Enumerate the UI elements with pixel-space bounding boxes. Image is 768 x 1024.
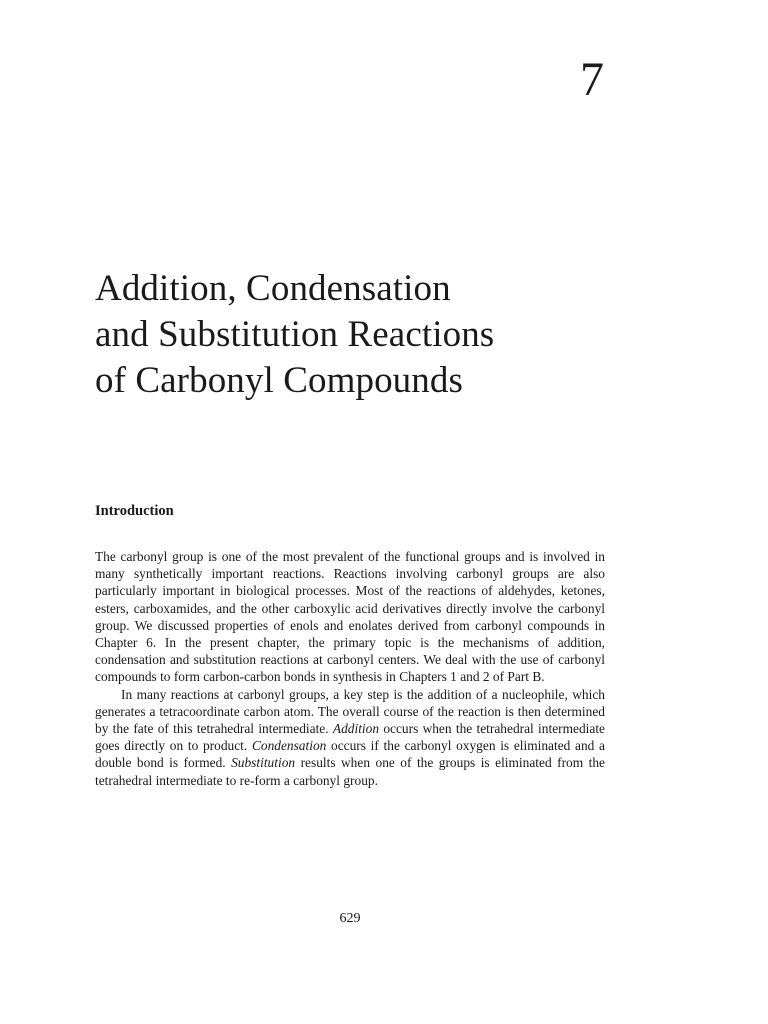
term-substitution: Substitution <box>231 755 296 771</box>
paragraph-2-sentence-4: results when one of the groups is eliminated from the tetrahedral intermediate to re-form a carbonyl group. <box>95 755 605 788</box>
chapter-title-line-3: of Carbonyl Compounds <box>95 360 463 401</box>
section-heading-introduction: Introduction <box>95 503 174 519</box>
chapter-number: 7 <box>580 53 604 106</box>
page-number: 629 <box>339 911 361 926</box>
paragraph-2 <box>95 686 605 789</box>
term-addition: Addition <box>332 721 380 737</box>
body-text <box>95 548 605 789</box>
paragraph-1: The carbonyl group is one of the most prevalent of the functional groups and is involved in many synthetically important reactions. Reactions involving carbonyl groups are also particularly important in biological processes. Most of the reactions of aldehydes, ketones, esters, carboxamides, and the other carboxylic acid derivatives directly involve the carbonyl group. We discussed properties of enols and enolates derived from carbonyl compounds in Chapter 6. In the present chapter, the primary topic is the mechanisms of addition, condensation and substitution reactions at carbonyl centers. We deal with the use of carbonyl compounds to form carbon-carbon bonds in synthesis in Chapters 1 and 2 of Part B. <box>95 549 605 685</box>
chapter-title-line-1: Addition, Condensation <box>95 268 451 309</box>
paragraph-2-sentence-2: occurs when the tetrahedral intermediate goes directly on to product. <box>95 721 605 754</box>
paragraph-2-sentence-1: In many reactions at carbonyl groups, a key step is the addition of a nucleophile, which generates a tetracoordinate carbon atom. The overall course of the reaction is then determined by the fate of this tetrahedral intermediate. <box>95 686 605 737</box>
chapter-title-line-2: and Substitution Reactions <box>95 314 495 355</box>
term-condensation: Condensation <box>251 738 327 754</box>
chapter-title <box>95 266 615 404</box>
paragraph-2-sentence-3: occurs if the carbonyl oxygen is eliminated and a double bond is formed. <box>95 738 605 771</box>
